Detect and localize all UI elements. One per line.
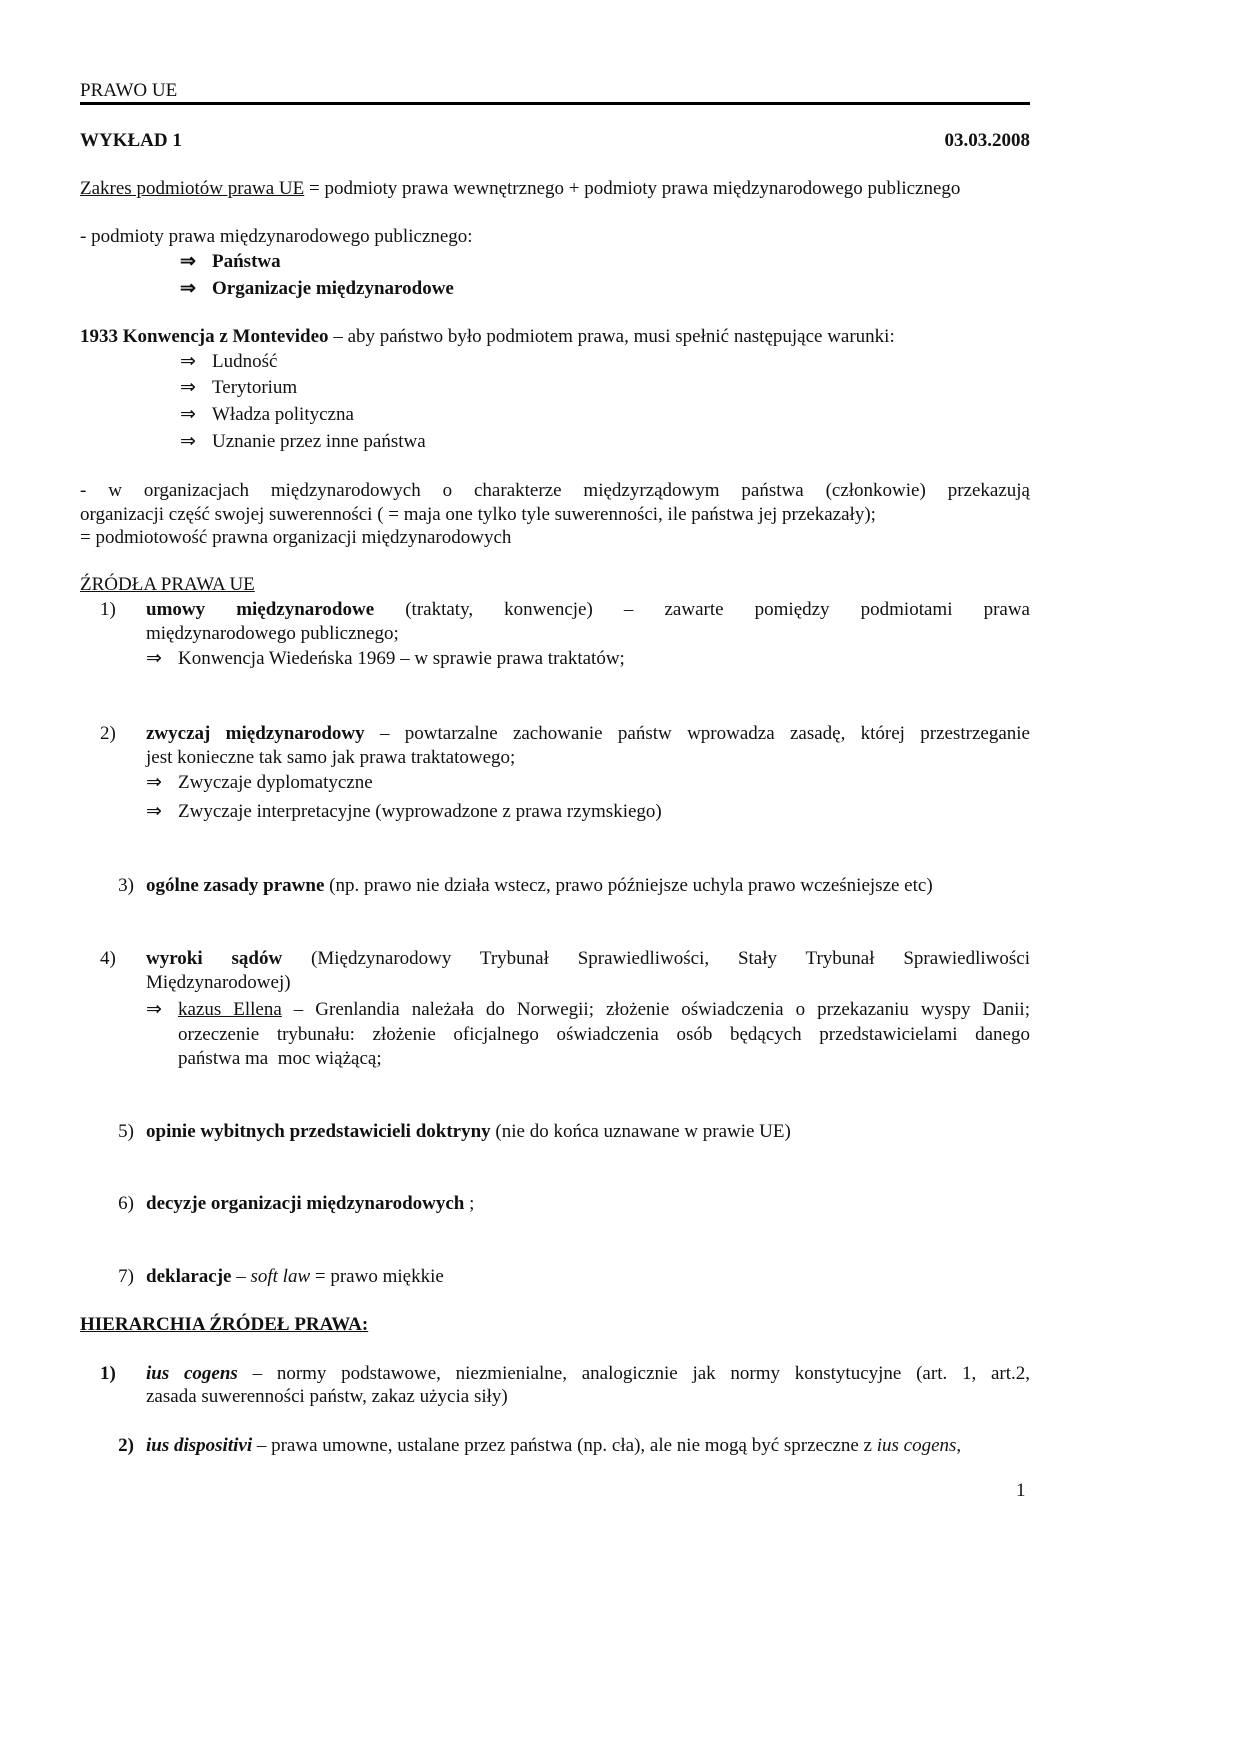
title-rule <box>80 102 1030 105</box>
kazus-line-2: orzeczenie trybunału: złożenie oficjalnego oświadczenia osób będących przedstawicielami danego <box>178 1024 1030 1045</box>
sources-heading: ŹRÓDŁA PRAWA UE <box>80 574 255 595</box>
montevideo-line: 1933 Konwencja z Montevideo – aby państwo było podmiotem prawa, musi spełnić następujące warunki: <box>80 326 895 347</box>
source-subitem: ⇒ Zwyczaje dyplomatyczne <box>146 771 1096 796</box>
subject-item: ⇒ Państwa <box>180 250 1130 275</box>
source-item-7: 7) deklaracje – soft law = prawo miękkie <box>118 1266 444 1287</box>
source-item-2-cont: jest konieczne tak samo jak prawa traktatowego; <box>146 747 516 768</box>
arrow-icon: ⇒ <box>180 377 196 398</box>
arrow-icon: ⇒ <box>180 351 196 372</box>
scope-term: Zakres podmiotów prawa UE <box>80 178 305 199</box>
arrow-icon: ⇒ <box>180 278 196 299</box>
source-item-3: 3) ogólne zasady prawne (np. prawo nie działa wstecz, prawo późniejsze uchyla prawo wcześniejsze etc) <box>118 875 933 896</box>
orgs-line-1: - w organizacjach międzynarodowych o charakterze międzyrządowym państwa (członkowie) przekazują <box>80 480 1030 501</box>
hierarchy-heading: HIERARCHIA ŹRÓDEŁ PRAWA: <box>80 1314 369 1335</box>
source-item-1: 1) umowy międzynarodowe (traktaty, konwencje) – zawarte pomiędzy podmiotami prawa <box>100 599 1030 620</box>
orgs-line-3: = podmiotowość prawna organizacji międzynarodowych <box>80 527 512 548</box>
condition-item: ⇒ Uznanie przez inne państwa <box>180 430 1130 455</box>
orgs-line-2: organizacji część swojej suwerenności ( = maja one tylko tyle suwerenności, ile państwa jej przekazały); <box>80 504 876 525</box>
arrow-icon: ⇒ <box>180 431 196 452</box>
arrow-icon: ⇒ <box>146 772 162 793</box>
condition-item: ⇒ Władza polityczna <box>180 403 1130 428</box>
source-item-2: 2) zwyczaj międzynarodowy – powtarzalne zachowanie państw wprowadza zasadę, której przestrzeganie <box>100 723 1030 744</box>
arrow-icon: ⇒ <box>146 648 162 669</box>
document-title: PRAWO UE <box>80 80 178 101</box>
source-subitem: ⇒ Konwencja Wiedeńska 1969 – w sprawie prawa traktatów; <box>146 647 1096 672</box>
hierarchy-item-2: 2) ius dispositivi – prawa umowne, ustalane przez państwa (np. cła), ale nie mogą być sprzeczne z ius cogens, <box>118 1435 962 1456</box>
source-subitem: ⇒ Zwyczaje interpretacyjne (wyprowadzone z prawa rzymskiego) <box>146 800 1096 825</box>
subject-item: ⇒ Organizacje międzynarodowe <box>180 277 1130 302</box>
kazus-line-3: państwa ma moc wiążącą; <box>178 1048 382 1069</box>
arrow-icon: ⇒ <box>180 404 196 425</box>
page-number: 1 <box>1016 1480 1026 1501</box>
source-item-6: 6) decyzje organizacji międzynarodowych ; <box>118 1193 475 1214</box>
source-item-4: 4) wyroki sądów (Międzynarodowy Trybunał Sprawiedliwości, Stały Trybunał Sprawiedliwości <box>100 948 1030 969</box>
source-item-1-cont: międzynarodowego publicznego; <box>146 623 399 644</box>
source-item-5: 5) opinie wybitnych przedstawicieli doktryny (nie do końca uznawane w prawie UE) <box>118 1121 791 1142</box>
subjects-intro: - podmioty prawa międzynarodowego publicznego: <box>80 226 473 247</box>
scope-rest: = podmioty prawa wewnętrznego + podmioty prawa międzynarodowego publicznego <box>304 178 961 199</box>
lecture-date: 03.03.2008 <box>944 130 1030 151</box>
arrow-icon: ⇒ <box>146 999 162 1020</box>
hierarchy-item-1-cont: zasada suwerenności państw, zakaz użycia siły) <box>146 1386 508 1407</box>
scope-line <box>80 177 1030 202</box>
hierarchy-item-1: 1) ius cogens – normy podstawowe, niezmienialne, analogicznie jak normy konstytucyjne (art. 1, art.2, <box>100 1363 1031 1384</box>
condition-item: ⇒ Terytorium <box>180 376 1130 401</box>
lecture-title: WYKŁAD 1 <box>80 130 182 151</box>
arrow-icon: ⇒ <box>146 801 162 822</box>
condition-item: ⇒ Ludność <box>180 350 1130 375</box>
arrow-icon: ⇒ <box>180 251 196 272</box>
source-item-4-cont: Międzynarodowej) <box>146 972 291 993</box>
kazus-line: ⇒ kazus Ellena – Grenlandia należała do Norwegii; złożenie oświadczenia o przekazaniu wyspy Danii; <box>146 998 1030 1023</box>
